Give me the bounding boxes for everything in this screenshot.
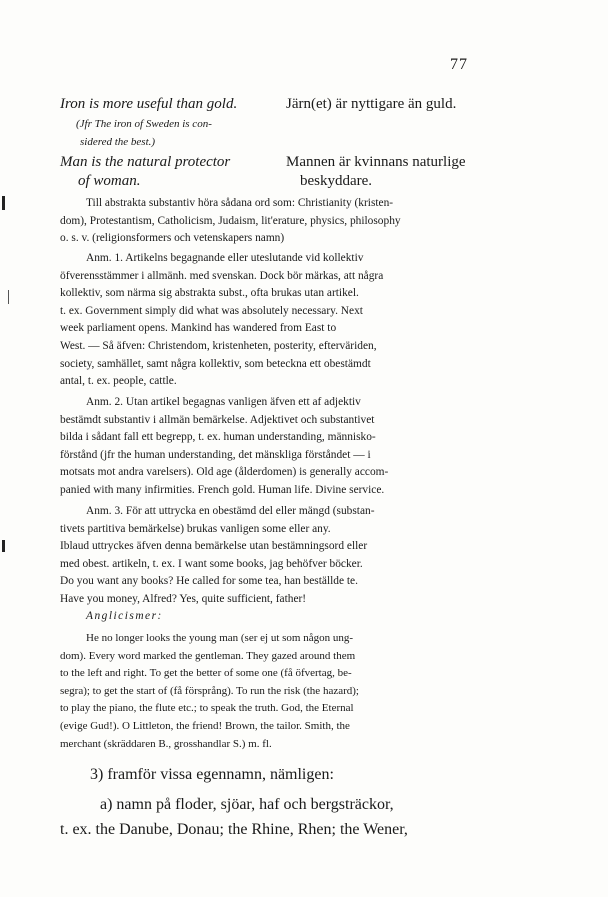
section-3 [60,764,500,841]
paragraph-line: öfverensstämmer i allmänh. med svenskan. Dock bör märkas, att några [60,269,384,282]
paragraph-line: Anm. 3. För att uttrycka en obestämd del eller mängd (substan- [86,505,375,517]
anglicisms-heading [60,608,494,626]
paragraph-line: Have you money, Alfred? Yes, quite sufficient, father! [60,592,307,605]
section-heading: 3) framför vissa egennamn, nämligen: [90,766,334,783]
page-number: 77 [450,56,468,73]
example-swedish: Järn(et) är nyttigare än guld. [286,96,457,112]
section-line: t. ex. the Danube, Donau; the Rhine, Rhen; the Wener, [60,821,408,838]
example-note-line: (Jfr The iron of Sweden is con- [76,118,212,130]
paragraph-line: antal, t. ex. people, cattle. [60,375,177,388]
margin-mark [8,290,9,304]
paragraph-line: tivets partitiva bemärkelse) brukas vanligen some eller any. [60,522,331,535]
example-swedish: beskyddare. [300,173,373,189]
example-note-line: sidered the best.) [80,136,156,148]
paragraph-line: segra); to get the start of (få försprång). To run the risk (the hazard); [60,684,359,697]
paragraph-line: West. — Så äfven: Christendom, kristenheten, posterity, efterväriden, [60,339,377,352]
paragraph-line: Anglicismer: [86,610,163,622]
paragraph-line: dom). Every word marked the gentleman. They gazed around them [60,649,356,662]
example-english: of woman. [78,173,141,189]
paragraph-line: förstånd (jfr the human understanding, det mänskliga förståndet — i [60,448,371,461]
paragraph-line: He no longer looks the young man (ser ej ut som någon ung- [86,632,354,644]
paragraph-line: bilda i sådant fall ett begrepp, t. ex. human understanding, människo- [60,431,376,444]
paragraph-line: to the left and right. To get the better of some one (få öfvertag, be- [60,667,352,680]
paragraph-line: t. ex. Government simply did what was absolutely necessary. Next [60,304,363,317]
paragraph-line: dom), Protestantism, Catholicism, Judaism, lit'erature, physics, philosophy [60,214,401,227]
paragraph-line: motsats mot andra varelsers). Old age (ålderdomen) is generally accom- [60,466,389,479]
anglicisms-paragraph [60,630,494,753]
margin-mark [2,540,5,552]
example-swedish: Mannen är kvinnans naturlige [286,154,466,170]
paragraph-line: med obest. artikeln, t. ex. I want some books, jag behöfver böcker. [60,557,363,570]
paragraph-line: week parliament opens. Mankind has wandered from East to [60,322,337,335]
paragraph-line: Anm. 2. Utan artikel begagnas vanligen äfven ett af adjektiv [86,396,361,408]
abstract-nouns-paragraph [60,195,494,248]
note-2-paragraph [60,394,494,500]
paragraph-line: panied with many infirmities. French gold. Human life. Divine service. [60,483,385,496]
example-english: Iron is more useful than gold. [60,96,238,112]
example-english: Man is the natural protector [60,154,231,170]
paragraph-line: (evige Gud!). O Littleton, the friend! Brown, the tailor. Smith, the [60,719,350,732]
paragraph-line: bestämdt substantiv i allmän bemärkelse. Adjektivet och substantivet [60,413,375,426]
paragraph-line: o. s. v. (religionsformers och vetenskapers namn) [60,232,285,245]
section-line: a) namn på floder, sjöar, haf och bergsträckor, [100,796,394,813]
paragraph-line: Anm. 1. Artikelns begagnande eller uteslutande vid kollektiv [86,252,364,264]
paragraph-line: merchant (skräddaren B., grosshandlar S.) m. fl. [60,737,272,750]
note-3-paragraph [60,503,494,609]
paragraph-line: Do you want any books? He called for some tea, han beställde te. [60,575,358,588]
note-1-paragraph [60,250,494,391]
paragraph-line: to play the piano, the flute etc.; to speak the truth. God, the Eternal [60,702,354,715]
margin-mark [2,196,5,210]
paragraph-line: Iblaud uttryckes äfven denna bemärkelse utan bestämningsord eller [60,540,368,553]
paragraph-line: Till abstrakta substantiv höra sådana ord som: Christianity (kristen- [86,197,394,209]
paragraph-line: society, samhället, samt några kollektiv, som beteckna ett obestämdt [60,357,371,370]
paragraph-line: kollektiv, som närma sig abstrakta subst., ofta brukas utan artikel. [60,287,359,300]
